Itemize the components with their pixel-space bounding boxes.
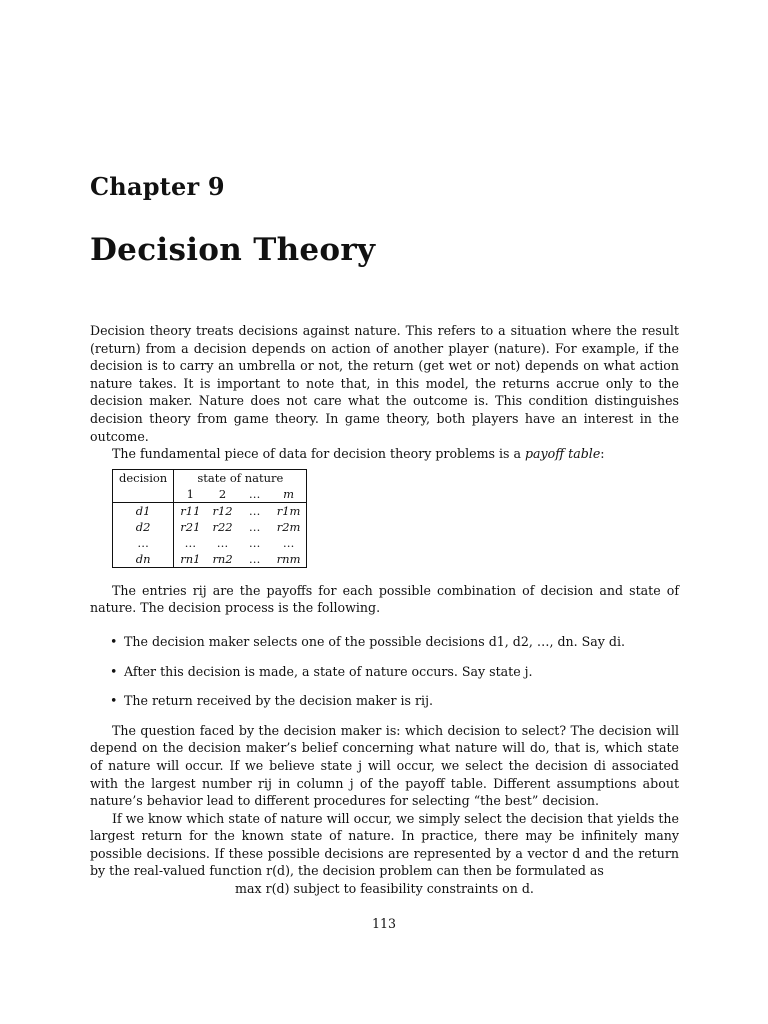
table-cell: r22 (212, 519, 233, 534)
table-cell: … (216, 535, 229, 550)
list-item: • The return received by the decision maker is rij. (110, 692, 679, 710)
table-cell: r21 (180, 519, 201, 534)
paragraph: If we know which state of nature will occur, we simply select the decision that yields the largest return for the known state of nature. In practice, there may be infinitely many possible decisions. If these possible decisions are represented by a vector d and the return by the real-valued function r(d), the decision problem can then be formulated as (90, 810, 679, 879)
table-column-header: 1 (174, 486, 207, 503)
table-cell: … (248, 535, 261, 550)
table-cell: … (282, 535, 295, 550)
chapter-label: Chapter 9 (90, 172, 225, 201)
paragraph-text: : (600, 446, 605, 462)
table-cell: rn1 (180, 551, 201, 566)
table-cell: … (248, 503, 261, 518)
bullet-list (90, 633, 679, 710)
formula: max r(d) subject to feasibility constraints on d. (235, 881, 534, 897)
table-column-header: … (239, 486, 271, 503)
table-cell: r1m (276, 503, 301, 518)
payoff-table (112, 469, 307, 568)
list-item: • After this decision is made, a state of nature occurs. Say state j. (110, 663, 679, 681)
table-row-label: … (113, 535, 174, 551)
table-row-label: d1 (113, 502, 174, 519)
paragraph: Decision theory treats decisions against nature. This refers to a situation where the result (return) from a decision depends on action of another player (nature). For example, if the decision is to carry an umbrella or not, the return (get wet or not) depends on what action nature takes. It is important to note that, in this model, the returns accrue only to the decision maker. Nature does not care what the outcome is. This condition distinguishes decision theory from game theory. In game theory, both players have an interest in the outcome. (90, 323, 679, 444)
table-cell: r2m (276, 519, 301, 534)
paragraph: The entries rij are the payoffs for each possible combination of decision and state of nature. The decision process is the following. (90, 582, 679, 616)
table-column-header: 2 (206, 486, 238, 503)
chapter-title: Decision Theory (90, 232, 376, 268)
table-row (113, 535, 307, 551)
table-cell: … (248, 519, 261, 534)
table-cell: r12 (212, 503, 233, 518)
body-text (90, 322, 679, 898)
table-cell: r11 (180, 503, 201, 518)
table-cell: … (184, 535, 197, 550)
table-header-state: state of nature (197, 470, 284, 485)
emphasis: payoff table (524, 446, 601, 462)
table-cell (113, 486, 174, 503)
table-row (113, 551, 307, 568)
table-cell: … (248, 551, 261, 566)
paragraph: The question faced by the decision maker is: which decision to select? The decision will depend on the decision maker’s belief concerning what nature will do, that is, which state of nature will occur. If we believe state j will occur, we select the decision di associated with the largest number rij in column j of the payoff table. Different assumptions about nature’s behavior lead to different procedures for selecting “the best” decision. (90, 722, 679, 809)
list-item: • The decision maker selects one of the possible decisions d1, d2, …, dn. Say di. (110, 633, 679, 651)
table-cell: rn2 (212, 551, 233, 566)
paragraph (90, 445, 679, 463)
table-row (113, 502, 307, 519)
table-row (113, 519, 307, 535)
table-cell: rnm (276, 551, 301, 566)
page-number: 113 (371, 916, 397, 931)
table-row-label: d2 (113, 519, 174, 535)
table-header-decision: decision (113, 469, 174, 486)
paragraph-text: The fundamental piece of data for decision theory problems is a (112, 446, 525, 462)
payoff-table-wrap (112, 469, 679, 568)
table-column-header: m (271, 486, 307, 503)
table-row-label: dn (113, 551, 174, 568)
